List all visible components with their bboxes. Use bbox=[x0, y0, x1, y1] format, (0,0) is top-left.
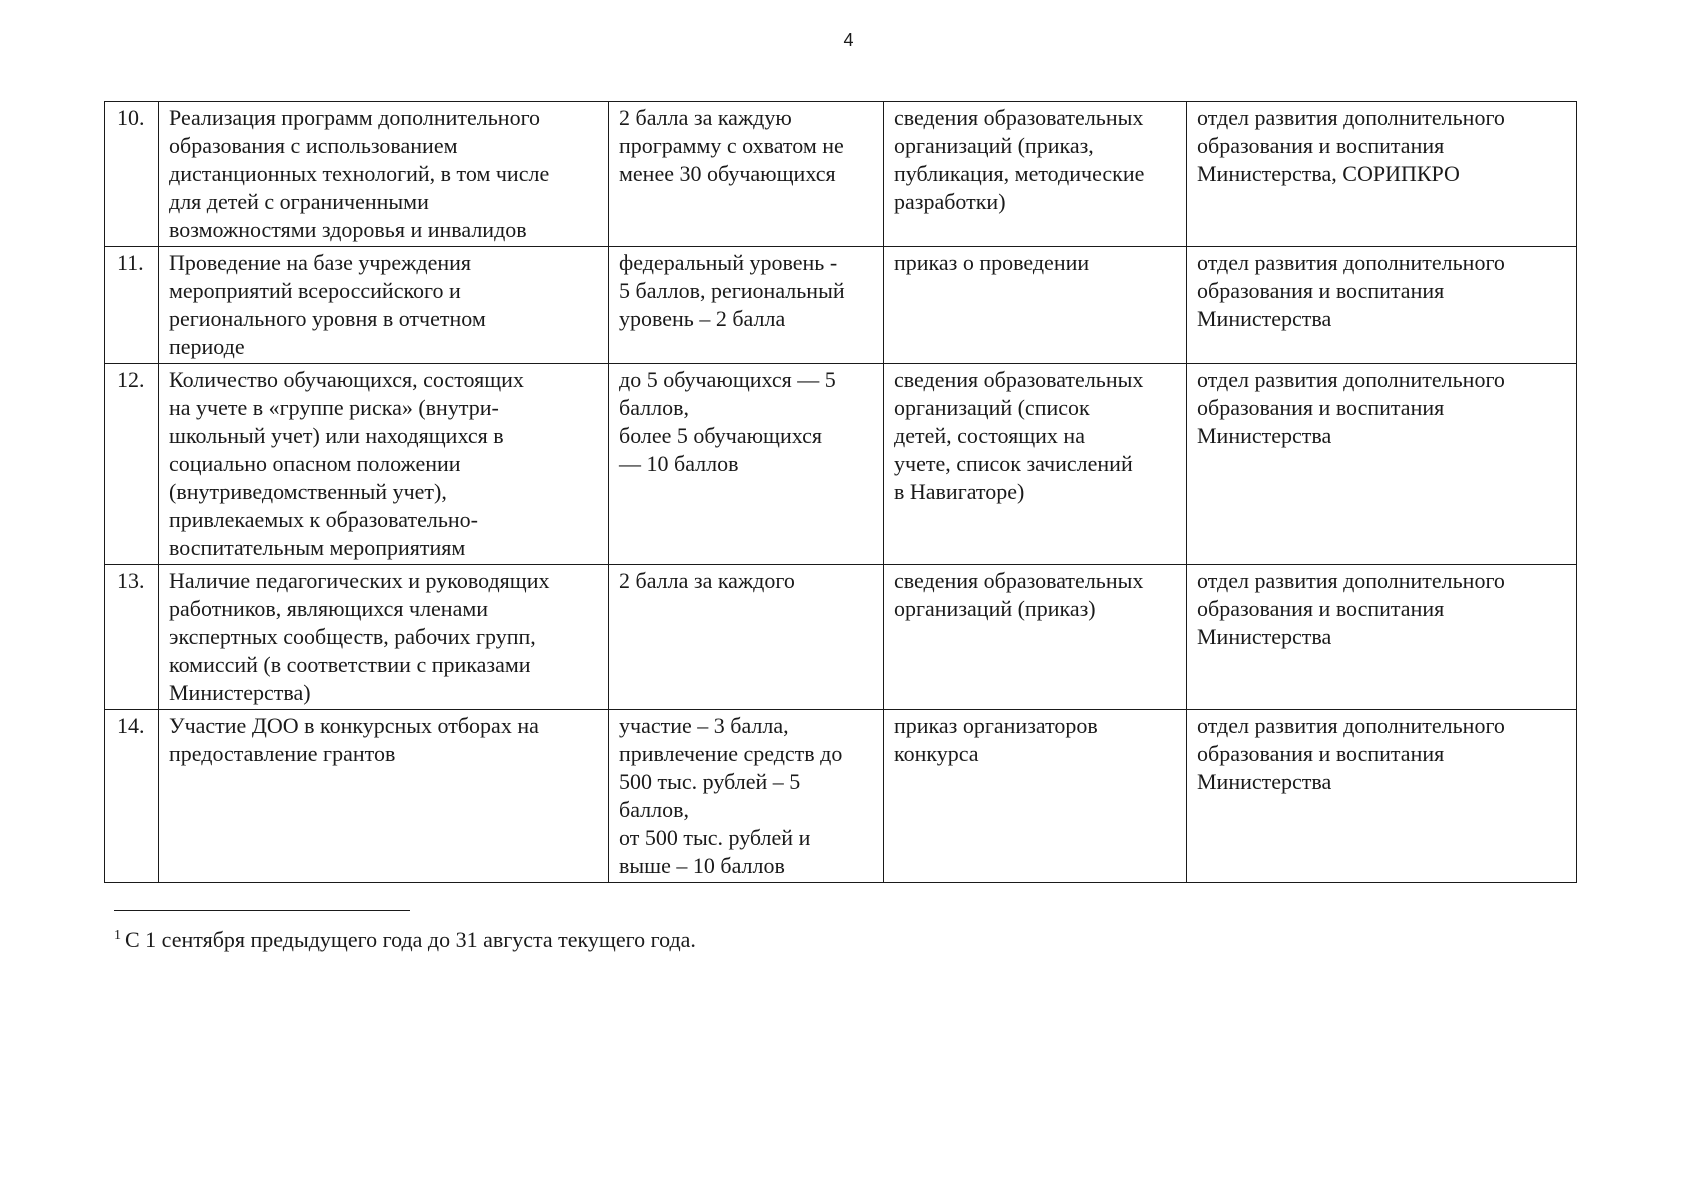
indicator-cell: Количество обучающихся, состоящих на учете в «группе риска» (внутри- школьный учет) или находящихся в социально опасном положении (внутриведомственный учет), привлекаемых к образовательно- воспитательным мероприятиям bbox=[169, 367, 524, 560]
indicator-cell: Проведение на базе учреждения мероприятий всероссийского и регионального уровня в отчетном периоде bbox=[169, 250, 486, 359]
points-cell: 2 балла за каждого bbox=[619, 568, 795, 593]
points-cell: участие – 3 балла, привлечение средств до 500 тыс. рублей – 5 баллов, от 500 тыс. рублей и выше – 10 баллов bbox=[619, 713, 843, 878]
row-number: 11. bbox=[117, 250, 144, 275]
points-cell: 2 балла за каждую программу с охватом не менее 30 обучающихся bbox=[619, 105, 844, 186]
table-row bbox=[105, 565, 1577, 710]
footnote bbox=[114, 922, 696, 954]
row-number: 13. bbox=[117, 568, 145, 593]
table-row bbox=[105, 364, 1577, 565]
source-cell: сведения образовательных организаций (приказ, публикация, методические разработки) bbox=[894, 105, 1145, 214]
criteria-table bbox=[104, 101, 1577, 883]
source-cell: приказ организаторов конкурса bbox=[894, 713, 1098, 766]
points-cell: до 5 обучающихся — 5 баллов, более 5 обучающихся — 10 баллов bbox=[619, 367, 836, 476]
table-row bbox=[105, 102, 1577, 247]
row-number: 12. bbox=[117, 367, 145, 392]
row-number: 14. bbox=[117, 713, 145, 738]
responsible-cell: отдел развития дополнительного образования и воспитания Министерства, СОРИПКРО bbox=[1197, 105, 1505, 186]
footnote-separator bbox=[114, 910, 410, 911]
points-cell: федеральный уровень - 5 баллов, региональный уровень – 2 балла bbox=[619, 250, 845, 331]
indicator-cell: Реализация программ дополнительного образования с использованием дистанционных технологий, в том числе для детей с ограниченными возможностями здоровья и инвалидов bbox=[169, 105, 550, 242]
page-number: 4 bbox=[843, 30, 854, 50]
indicator-cell: Наличие педагогических и руководящих работников, являющихся членами экспертных сообществ, рабочих групп, комиссий (в соответствии с приказами Министерства) bbox=[169, 568, 550, 705]
responsible-cell: отдел развития дополнительного образования и воспитания Министерства bbox=[1197, 713, 1505, 794]
footnote-marker: 1 bbox=[114, 928, 121, 943]
footnote-text: С 1 сентября предыдущего года до 31 августа текущего года. bbox=[125, 927, 696, 952]
source-cell: сведения образовательных организаций (список детей, состоящих на учете, список зачислений в Навигаторе) bbox=[894, 367, 1144, 504]
responsible-cell: отдел развития дополнительного образования и воспитания Министерства bbox=[1197, 250, 1505, 331]
source-cell: приказ о проведении bbox=[894, 250, 1090, 275]
source-cell: сведения образовательных организаций (приказ) bbox=[894, 568, 1144, 621]
indicator-cell: Участие ДОО в конкурсных отборах на предоставление грантов bbox=[169, 713, 539, 766]
responsible-cell: отдел развития дополнительного образования и воспитания Министерства bbox=[1197, 367, 1505, 448]
table-row bbox=[105, 710, 1577, 883]
responsible-cell: отдел развития дополнительного образования и воспитания Министерства bbox=[1197, 568, 1505, 649]
table-row bbox=[105, 247, 1577, 364]
row-number: 10. bbox=[117, 105, 145, 130]
